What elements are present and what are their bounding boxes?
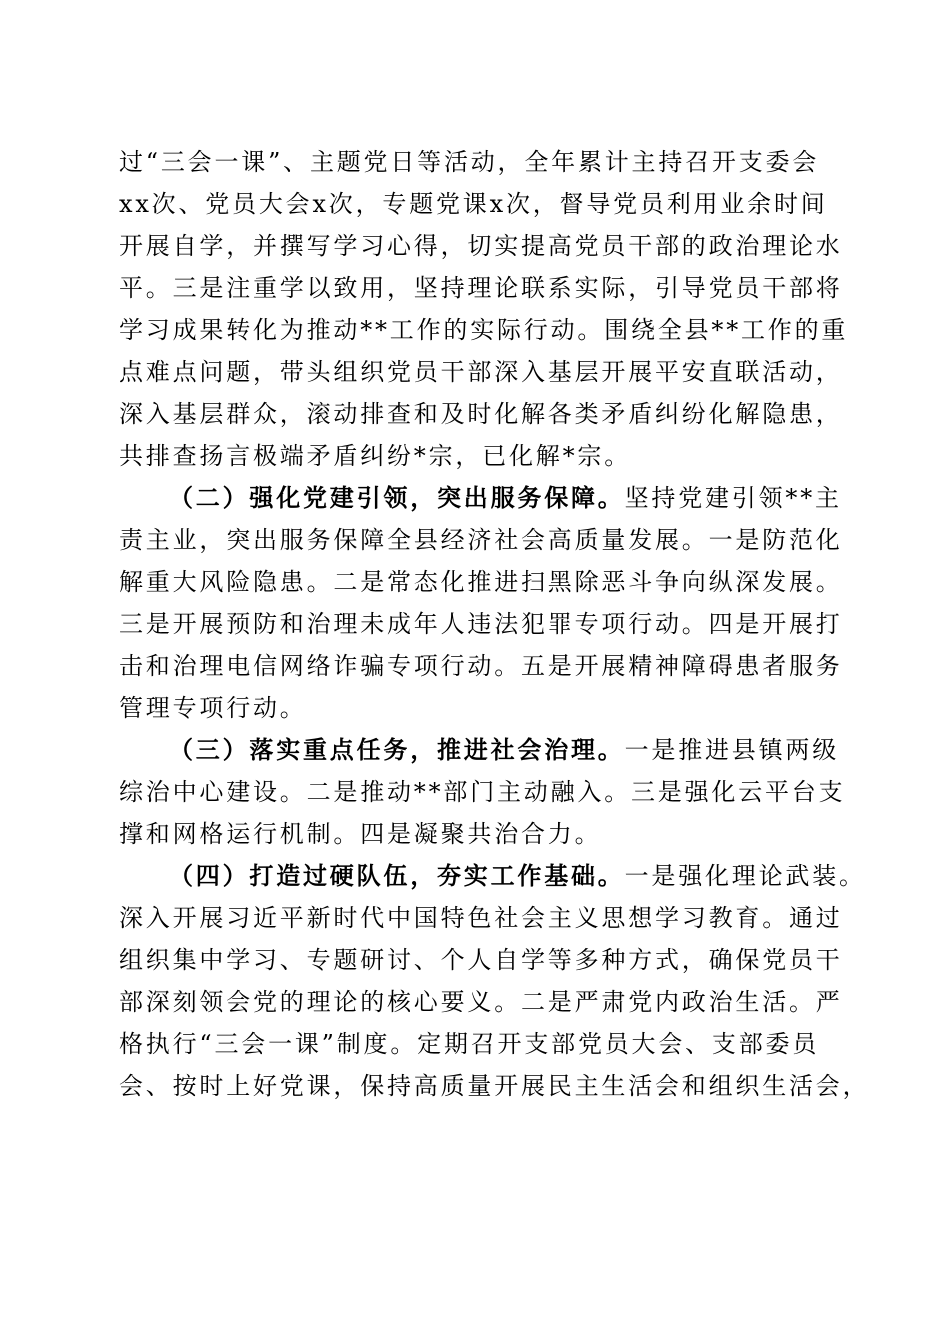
paragraph-3 (119, 729, 846, 855)
text-line: 责主业，突出服务保障全县经济社会高质量发展。一是防范化 (119, 526, 843, 554)
text-line: 深入开展习近平新时代中国特色社会主义思想学习教育。通过 (119, 904, 843, 932)
text-line: 管理专项行动。 (119, 694, 307, 722)
text-line: 击和治理电信网络诈骗专项行动。五是开展精神障碍患者服务 (119, 652, 843, 680)
text-line: 过“三会一课”、主题党日等活动，全年累计主持召开支委会 (119, 148, 820, 176)
text-line: 会、按时上好党课，保持高质量开展民主生活会和组织生活会， (119, 1072, 870, 1100)
text-run: 一是强化理论武装。 (624, 862, 866, 890)
section-heading: （四）打造过硬队伍，夯实工作基础。 (169, 861, 625, 890)
document-page (119, 141, 870, 1107)
text-line: 解重大风险隐患。二是常态化推进扫黑除恶斗争向纵深发展。 (119, 568, 843, 596)
text-line: 开展自学，并撰写学习心得，切实提高党员干部的政治理论水 (119, 232, 843, 260)
text-line: 点难点问题，带头组织党员干部深入基层开展平安直联活动， (119, 358, 843, 386)
paragraph-first-line (119, 855, 866, 897)
text-line: 学习成果转化为推动**工作的实际行动。围绕全县**工作的重 (119, 316, 849, 344)
text-line: 部深刻领会党的理论的核心要义。二是严肃党内政治生活。严 (119, 988, 843, 1016)
section-heading: （三）落实重点任务，推进社会治理。 (169, 735, 625, 764)
paragraph-first-line (119, 729, 840, 771)
text-line: 共排查扬言极端矛盾纠纷*宗，已化解*宗。 (119, 442, 631, 470)
section-heading: （二）强化党建引领，突出服务保障。 (169, 483, 625, 512)
paragraph-1 (119, 141, 849, 477)
paragraph-first-line (119, 477, 842, 519)
text-line: 综治中心建设。二是推动**部门主动融入。三是强化云平台支 (119, 778, 846, 806)
text-line: xx次、党员大会x次，专题党课x次，督导党员利用业余时间 (119, 190, 828, 218)
paragraph-4 (119, 855, 870, 1107)
text-line: 撑和网格运行机制。四是凝聚共治合力。 (119, 820, 602, 848)
paragraph-2 (119, 477, 843, 729)
text-line: 深入基层群众，滚动排查和及时化解各类矛盾纠纷化解隐患， (119, 400, 843, 428)
text-line: 三是开展预防和治理未成年人违法犯罪专项行动。四是开展打 (119, 610, 843, 638)
text-line: 组织集中学习、专题研讨、个人自学等多种方式，确保党员干 (119, 946, 843, 974)
text-run: 一是推进县镇两级 (624, 736, 840, 764)
text-line: 格执行“三会一课”制度。定期召开支部党员大会、支部委员 (119, 1030, 820, 1058)
text-run: 坚持党建引领**主 (624, 484, 842, 512)
text-line: 平。三是注重学以致用，坚持理论联系实际，引导党员干部将 (119, 274, 843, 302)
